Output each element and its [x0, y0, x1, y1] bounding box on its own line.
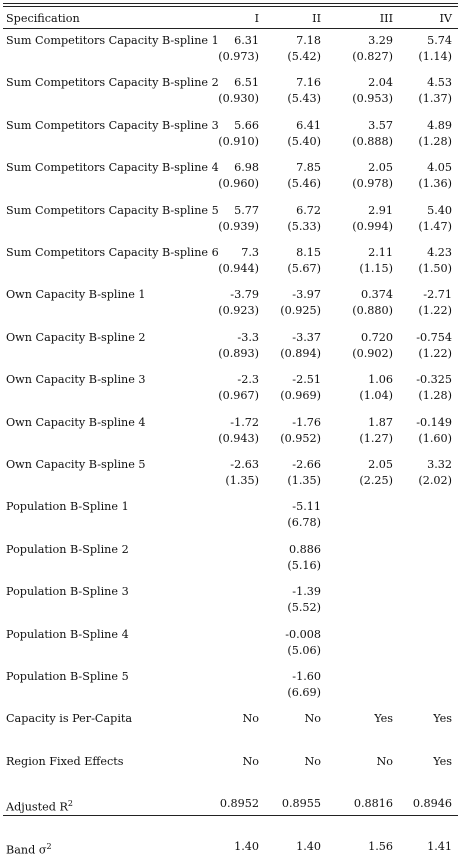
coefficient-cell: -1.39	[292, 585, 321, 598]
standard-error-cell: (5.52)	[287, 601, 321, 614]
coefficient-cell: 6.41	[296, 119, 321, 132]
coefficient-cell: -1.60	[292, 670, 321, 683]
coefficient-cell: 1.41	[427, 840, 452, 853]
row-label	[6, 203, 219, 219]
standard-error-cell: (1.50)	[418, 262, 452, 275]
row-label-text: Own Capacity B-spline 1	[6, 288, 146, 301]
coefficient-cell: 0.8946	[412, 797, 452, 810]
standard-error-cell: (0.994)	[352, 220, 393, 233]
row-label	[6, 118, 219, 134]
row-label-superscript: 2	[46, 842, 52, 851]
standard-error-cell: (5.06)	[287, 644, 321, 657]
coefficient-cell: 4.89	[427, 119, 452, 132]
standard-error-cell: (1.14)	[418, 50, 452, 63]
standard-error-cell: (5.42)	[287, 50, 321, 63]
row-label-text: Own Capacity B-spline 3	[6, 373, 146, 386]
row-label	[6, 669, 129, 685]
coefficient-cell: 1.40	[296, 840, 321, 853]
coefficient-cell: 2.05	[368, 458, 393, 471]
coefficient-cell: 2.05	[368, 161, 393, 174]
standard-error-cell: (1.37)	[418, 92, 452, 105]
row-label-text: Adjusted R	[6, 800, 68, 814]
top-rule-outer	[3, 3, 458, 4]
standard-error-cell: (0.952)	[280, 432, 321, 445]
coefficient-cell: No	[376, 755, 393, 768]
row-label-text: Population B-Spline 2	[6, 543, 129, 556]
standard-error-cell: (1.27)	[359, 432, 393, 445]
row-label-text: Population B-Spline 3	[6, 585, 129, 598]
coefficient-cell: 5.66	[234, 119, 259, 132]
standard-error-cell: (1.35)	[287, 474, 321, 487]
row-label	[6, 330, 146, 346]
standard-error-cell: (0.910)	[218, 135, 259, 148]
standard-error-cell: (1.60)	[418, 432, 452, 445]
standard-error-cell: (1.47)	[418, 220, 452, 233]
standard-error-cell: (6.69)	[287, 686, 321, 699]
coefficient-cell: No	[242, 755, 259, 768]
row-label	[6, 75, 219, 91]
coefficient-cell: 7.16	[296, 76, 321, 89]
coefficient-cell: 0.8816	[353, 797, 393, 810]
coefficient-cell: 3.57	[368, 119, 393, 132]
coefficient-cell: 5.77	[234, 204, 259, 217]
row-label	[6, 457, 146, 473]
standard-error-cell: (1.04)	[359, 389, 393, 402]
row-label	[6, 627, 129, 643]
standard-error-cell: (0.944)	[218, 262, 259, 275]
coefficient-cell: -2.3	[237, 373, 259, 386]
coefficient-cell: 6.51	[234, 76, 259, 89]
row-label-text: Band σ	[6, 843, 47, 857]
coefficient-cell: 2.11	[368, 246, 393, 259]
row-label	[6, 160, 219, 176]
row-label-text: Population B-Spline 5	[6, 670, 129, 683]
coefficient-cell: -1.72	[230, 416, 259, 429]
coefficient-cell: 3.29	[368, 34, 393, 47]
coefficient-cell: 1.06	[368, 373, 393, 386]
coefficient-cell: No	[304, 755, 321, 768]
standard-error-cell: (2.02)	[418, 474, 452, 487]
coefficient-cell: -3.3	[237, 331, 259, 344]
row-label-superscript: 2	[67, 799, 74, 808]
coefficient-cell: No	[242, 712, 259, 725]
coefficient-cell: 0.886	[288, 543, 321, 556]
coefficient-cell: 8.15	[296, 246, 321, 259]
coefficient-cell: -5.11	[292, 500, 321, 513]
standard-error-cell: (0.943)	[218, 432, 259, 445]
standard-error-cell: (0.967)	[218, 389, 259, 402]
coefficient-cell: -2.71	[423, 288, 452, 301]
row-label	[6, 245, 219, 261]
row-label	[6, 711, 132, 727]
coefficient-cell: -0.008	[285, 628, 321, 641]
standard-error-cell: (1.15)	[359, 262, 393, 275]
standard-error-cell: (1.35)	[225, 474, 259, 487]
coefficient-cell: -1.76	[292, 416, 321, 429]
standard-error-cell: (5.67)	[287, 262, 321, 275]
coefficient-cell: 7.85	[296, 161, 321, 174]
coefficient-cell: 1.87	[368, 416, 393, 429]
standard-error-cell: (5.33)	[287, 220, 321, 233]
standard-error-cell: (1.28)	[418, 135, 452, 148]
coefficient-cell: Yes	[374, 712, 393, 725]
row-label-text: Sum Competitors Capacity B-spline 6	[6, 246, 219, 259]
coefficient-cell: -2.66	[292, 458, 321, 471]
standard-error-cell: (1.22)	[418, 304, 452, 317]
standard-error-cell: (0.978)	[352, 177, 393, 190]
coefficient-cell: -2.63	[230, 458, 259, 471]
standard-error-cell: (0.973)	[218, 50, 259, 63]
coefficient-cell: 3.32	[427, 458, 452, 471]
row-label-text: Own Capacity B-spline 2	[6, 331, 146, 344]
standard-error-cell: (5.43)	[287, 92, 321, 105]
standard-error-cell: (6.78)	[287, 516, 321, 529]
coefficient-cell: 1.56	[368, 840, 393, 853]
standard-error-cell: (0.893)	[218, 347, 259, 360]
coefficient-cell: No	[304, 712, 321, 725]
standard-error-cell: (1.28)	[418, 389, 452, 402]
column-header-1: I	[254, 12, 259, 25]
coefficient-cell: 4.05	[427, 161, 452, 174]
standard-error-cell: (0.939)	[218, 220, 259, 233]
coefficient-cell: -0.149	[416, 416, 452, 429]
row-label	[6, 415, 146, 431]
column-header-4: IV	[439, 12, 452, 25]
coefficient-cell: -0.325	[416, 373, 452, 386]
standard-error-cell: (0.953)	[352, 92, 393, 105]
standard-error-cell: (0.923)	[218, 304, 259, 317]
standard-error-cell: (0.960)	[218, 177, 259, 190]
standard-error-cell: (0.969)	[280, 389, 321, 402]
standard-error-cell: (5.40)	[287, 135, 321, 148]
row-label-text: Sum Competitors Capacity B-spline 1	[6, 34, 219, 47]
standard-error-cell: (0.930)	[218, 92, 259, 105]
standard-error-cell: (1.36)	[418, 177, 452, 190]
row-label-text: Sum Competitors Capacity B-spline 4	[6, 161, 219, 174]
coefficient-cell: 0.374	[360, 288, 393, 301]
row-label-text: Sum Competitors Capacity B-spline 5	[6, 204, 219, 217]
standard-error-cell: (0.894)	[280, 347, 321, 360]
row-label	[6, 796, 73, 816]
row-label	[6, 372, 146, 388]
standard-error-cell: (0.888)	[352, 135, 393, 148]
row-label	[6, 754, 124, 770]
coefficient-cell: 5.40	[427, 204, 452, 217]
coefficient-cell: 0.720	[360, 331, 393, 344]
coefficient-cell: 7.18	[296, 34, 321, 47]
row-label-text: Population B-Spline 4	[6, 628, 129, 641]
row-label	[6, 839, 52, 859]
coefficient-cell: 5.74	[427, 34, 452, 47]
standard-error-cell: (5.16)	[287, 559, 321, 572]
coefficient-cell: -0.754	[416, 331, 452, 344]
coefficient-cell: 6.72	[296, 204, 321, 217]
column-header-3: III	[379, 12, 393, 25]
specification-header: Specification	[6, 12, 80, 25]
standard-error-cell: (5.46)	[287, 177, 321, 190]
coefficient-cell: 6.31	[234, 34, 259, 47]
coefficient-cell: 1.40	[234, 840, 259, 853]
coefficient-cell: 2.91	[368, 204, 393, 217]
coefficient-cell: 4.23	[427, 246, 452, 259]
coefficient-cell: 6.98	[234, 161, 259, 174]
row-label-text: Sum Competitors Capacity B-spline 2	[6, 76, 219, 89]
top-rule-inner	[3, 6, 458, 7]
row-label	[6, 542, 129, 558]
coefficient-cell: -3.79	[230, 288, 259, 301]
coefficient-cell: 2.04	[368, 76, 393, 89]
standard-error-cell: (2.25)	[359, 474, 393, 487]
coefficient-cell: -3.97	[292, 288, 321, 301]
row-label-text: Capacity is Per-Capita	[6, 712, 133, 725]
coefficient-cell: 4.53	[427, 76, 452, 89]
row-label	[6, 499, 129, 515]
standard-error-cell: (0.925)	[280, 304, 321, 317]
row-label-text: Own Capacity B-spline 5	[6, 458, 146, 471]
bottom-rule	[3, 815, 458, 816]
row-label-text: Own Capacity B-spline 4	[6, 416, 146, 429]
column-header-2: II	[312, 12, 321, 25]
standard-error-cell: (1.22)	[418, 347, 452, 360]
coefficient-cell: 0.8955	[281, 797, 321, 810]
coefficient-cell: -3.37	[292, 331, 321, 344]
row-label-text: Sum Competitors Capacity B-spline 3	[6, 119, 219, 132]
standard-error-cell: (0.827)	[352, 50, 393, 63]
row-label	[6, 33, 219, 49]
standard-error-cell: (0.902)	[352, 347, 393, 360]
standard-error-cell: (0.880)	[352, 304, 393, 317]
row-label-text: Region Fixed Effects	[6, 755, 124, 768]
coefficient-cell: 7.3	[241, 246, 259, 259]
coefficient-cell: -2.51	[292, 373, 321, 386]
coefficient-cell: Yes	[433, 712, 452, 725]
row-label	[6, 287, 146, 303]
coefficient-cell: 0.8952	[219, 797, 259, 810]
header-rule	[3, 28, 458, 29]
coefficient-cell: Yes	[433, 755, 452, 768]
row-label	[6, 584, 129, 600]
row-label-text: Population B-Spline 1	[6, 500, 129, 513]
